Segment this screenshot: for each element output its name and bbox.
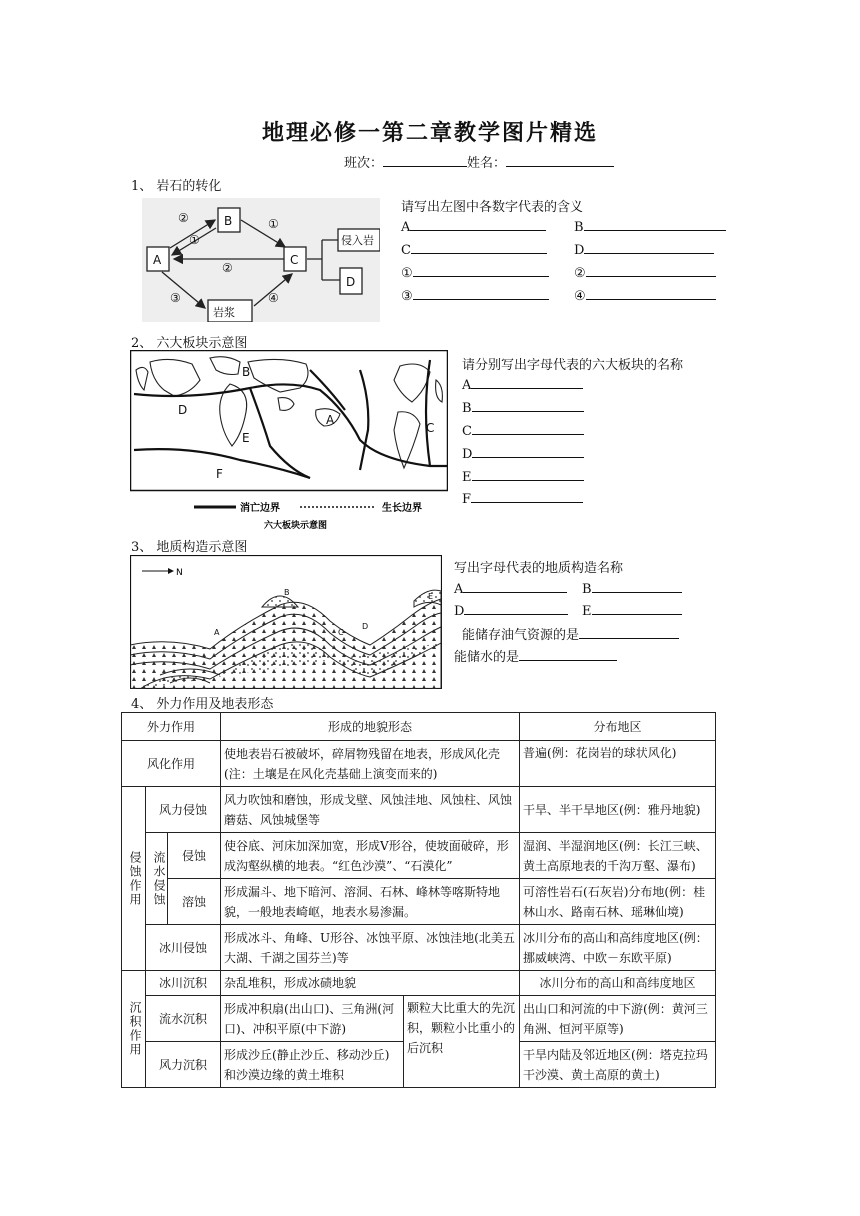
answer-field[interactable] bbox=[579, 626, 679, 639]
table-row: 风力沉积 形成沙丘(静止沙丘、移动沙丘)和沙漠边缘的黄土堆积 干旱内陆及邻近地区(例：塔克拉玛干沙漠、黄土高原的黄土) bbox=[122, 1042, 716, 1088]
answer-field[interactable] bbox=[471, 376, 583, 389]
class-label: 班次： bbox=[344, 156, 384, 171]
label-n2-top: ② bbox=[178, 211, 189, 225]
struct-label-A: A bbox=[214, 628, 220, 637]
s1-answer-C: C bbox=[401, 240, 547, 262]
s3-answer-D: D bbox=[454, 601, 568, 623]
map-caption: 六大板块示意图 bbox=[264, 521, 328, 531]
map-frame bbox=[131, 351, 448, 491]
map-label-B: B bbox=[242, 365, 251, 379]
geologic-structure-diagram bbox=[130, 555, 442, 689]
header-landform: 形成的地貌形态 bbox=[221, 713, 520, 741]
answer-field[interactable] bbox=[592, 602, 682, 615]
s1-answer-D: D bbox=[574, 240, 714, 262]
table-row: 流水侵蚀 侵蚀 使谷底、河床加深加宽，形成V形谷，使坡面破碎，形成沟壑纵横的地表。“红色沙漠”、“石漠化” 湿润、半湿润地区(例：长江三峡、黄土高原地表的千沟万壑、瀑布) bbox=[122, 833, 716, 879]
s3-answer-A: A bbox=[454, 579, 567, 601]
rock-cycle-diagram bbox=[142, 198, 380, 322]
s2-answer-B: B bbox=[462, 398, 584, 420]
name-label: 姓名： bbox=[467, 156, 507, 171]
label-n1-right: ① bbox=[268, 217, 279, 231]
answer-field[interactable] bbox=[410, 218, 546, 231]
s1-answer-3: ③ bbox=[401, 286, 549, 308]
answer-field[interactable] bbox=[592, 580, 682, 593]
label-n2-mid: ② bbox=[222, 261, 233, 275]
label-A: A bbox=[153, 253, 162, 267]
table-row: 沉积作用 冰川沉积 杂乱堆积，形成冰碛地貌 冰川分布的高山和高纬度地区 bbox=[122, 971, 716, 996]
section-2-heading: 2、 六大板块示意图 bbox=[131, 336, 248, 351]
table-row: 风化作用 使地表岩石被破坏，碎屑物残留在地表，形成风化壳(注：土壤是在风化壳基础上演变而来的) 普遍(例：花岗岩的球状风化) bbox=[122, 741, 716, 787]
label-B: B bbox=[224, 214, 233, 228]
answer-field[interactable] bbox=[584, 218, 726, 231]
s1-answer-4: ④ bbox=[574, 286, 716, 308]
label-n3: ③ bbox=[170, 291, 181, 305]
s1-answer-A: A bbox=[401, 217, 546, 239]
external-forces-table bbox=[121, 712, 716, 1088]
section-4-heading: 4、 外力作用及地表形态 bbox=[131, 697, 274, 712]
water-group-cell: 流水侵蚀 bbox=[146, 833, 168, 925]
struct-label-E: E bbox=[428, 592, 434, 601]
answer-field[interactable] bbox=[472, 468, 584, 481]
s3-answer-E: E bbox=[582, 601, 682, 623]
s1-answer-2: ② bbox=[574, 263, 716, 285]
label-n1-left: ① bbox=[189, 233, 200, 247]
table-row: 冰川侵蚀 形成冰斗、角峰、U形谷、冰蚀平原、冰蚀洼地(北美五大湖、千湖之国芬兰)等 冰川分布的高山和高纬度地区(例：挪威峡湾、中欧－东欧平原) bbox=[122, 925, 716, 971]
class-name-line bbox=[344, 152, 614, 171]
table-header-row bbox=[122, 713, 716, 741]
answer-field[interactable] bbox=[411, 241, 547, 254]
map-label-D: D bbox=[178, 403, 188, 417]
struct-label-D: D bbox=[362, 622, 369, 631]
map-label-E: E bbox=[242, 431, 250, 445]
table-row: 侵蚀作用 风力侵蚀 风力吹蚀和磨蚀，形成戈壁、风蚀洼地、风蚀柱、风蚀蘑菇、风蚀城堡等 干旱、半干旱地区(例：雅丹地貌) bbox=[122, 787, 716, 833]
s1-answer-B: B bbox=[574, 217, 726, 239]
answer-field[interactable] bbox=[472, 422, 584, 435]
answer-field[interactable] bbox=[584, 241, 714, 254]
s2-answer-D: D bbox=[462, 444, 584, 466]
map-label-C: C bbox=[426, 421, 435, 435]
answer-field[interactable] bbox=[586, 287, 716, 300]
legend-subduction: 消亡边界 bbox=[240, 503, 280, 514]
struct-label-B: B bbox=[284, 588, 290, 597]
answer-field[interactable] bbox=[586, 264, 716, 277]
name-field[interactable] bbox=[506, 154, 614, 167]
answer-field[interactable] bbox=[413, 287, 549, 300]
table-row: 溶蚀 形成漏斗、地下暗河、溶洞、石林、峰林等喀斯特地貌，一般地表崎岖，地表水易渗漏。 可溶性岩石(石灰岩)分布地(例：桂林山水、路南石林、瑶琳仙境) bbox=[122, 879, 716, 925]
deposit-group-cell: 沉积作用 bbox=[122, 971, 146, 1088]
answer-field[interactable] bbox=[471, 490, 583, 503]
table-row: 流水沉积 形成冲积扇(出山口)、三角洲(河口)、冲积平原(中下游) 颗粒大比重大的先沉积，颗粒小比重小的后沉积 出山口和河流的中下游(例：黄河三角洲、恒河平原等) bbox=[122, 996, 716, 1042]
s3-answer-B: B bbox=[582, 579, 682, 601]
section-1-prompt: 请写出左图中各数字代表的含义 bbox=[401, 200, 584, 215]
label-n4: ④ bbox=[268, 291, 279, 305]
sorting-cell: 颗粒大比重大的先沉积，颗粒小比重小的后沉积 bbox=[404, 996, 520, 1088]
legend-spreading: 生长边界 bbox=[382, 503, 422, 514]
s1-answer-1: ① bbox=[401, 263, 549, 285]
answer-field[interactable] bbox=[519, 648, 617, 661]
header-area: 分布地区 bbox=[520, 713, 716, 741]
section-3-prompt: 写出字母代表的地质构造名称 bbox=[454, 561, 624, 576]
s3-oil-question: 能储存油气资源的是 bbox=[462, 625, 679, 647]
page-title: 地理必修一第二章教学图片精选 bbox=[261, 120, 598, 146]
s2-answer-E: E bbox=[462, 467, 584, 489]
section-3-heading: 3、 地质构造示意图 bbox=[131, 540, 248, 555]
section-1-heading: 1、 岩石的转化 bbox=[131, 179, 222, 194]
answer-field[interactable] bbox=[472, 445, 584, 458]
svg-text:N: N bbox=[176, 568, 183, 578]
label-C: C bbox=[290, 253, 299, 267]
label-magma: 岩浆 bbox=[213, 306, 235, 319]
answer-field[interactable] bbox=[464, 602, 568, 615]
map-label-A: A bbox=[326, 413, 335, 427]
s3-water-question: 能储水的是 bbox=[454, 647, 617, 669]
answer-field[interactable] bbox=[413, 264, 549, 277]
s2-answer-A: A bbox=[462, 375, 583, 397]
s2-answer-C: C bbox=[462, 421, 584, 443]
section-2-prompt: 请分别写出字母代表的六大板块的名称 bbox=[462, 358, 684, 373]
header-force: 外力作用 bbox=[122, 713, 221, 741]
erosion-group-cell: 侵蚀作用 bbox=[122, 787, 146, 971]
class-field[interactable] bbox=[383, 154, 467, 167]
answer-field[interactable] bbox=[463, 580, 567, 593]
map-legend bbox=[194, 501, 422, 531]
struct-label-C: C bbox=[338, 628, 344, 637]
plate-map bbox=[130, 350, 448, 532]
answer-field[interactable] bbox=[472, 399, 584, 412]
map-label-F: F bbox=[216, 467, 223, 481]
label-D: D bbox=[346, 275, 356, 289]
label-intrusive-rock: 侵入岩 bbox=[341, 234, 374, 247]
s2-answer-F: F bbox=[462, 489, 583, 511]
